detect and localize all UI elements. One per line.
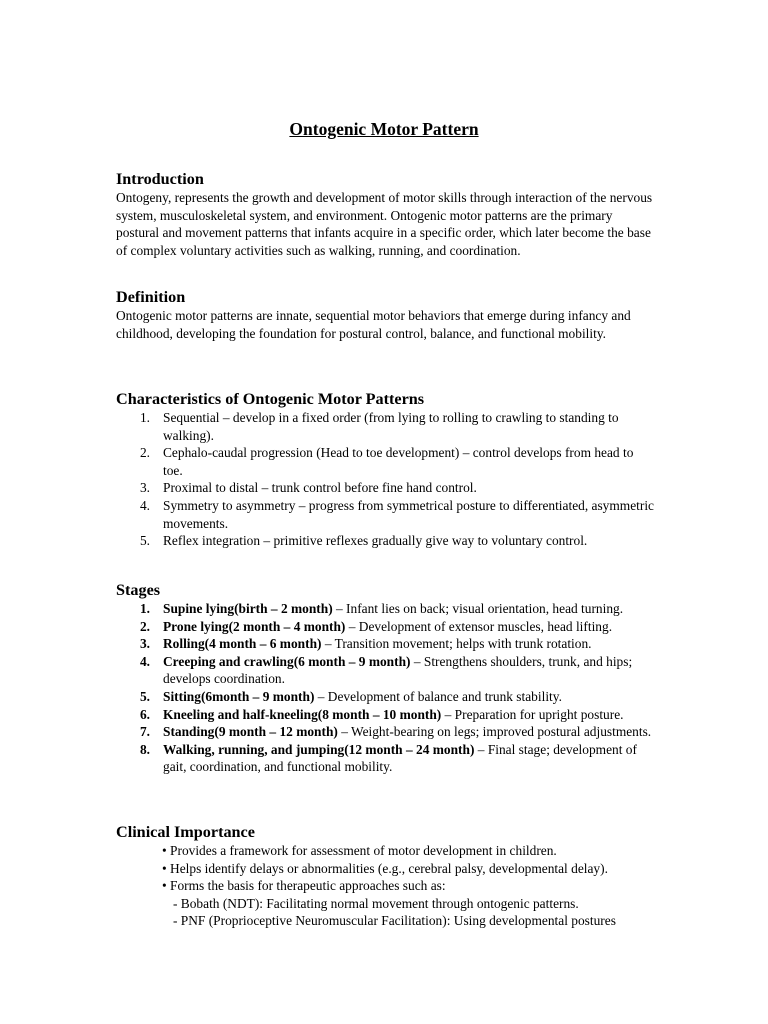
bullet-item: • Helps identify delays or abnormalities (e.g., cerebral palsy, developmental delay). xyxy=(162,860,608,876)
sub-item: - PNF (Proprioceptive Neuromuscular Facilitation): Using developmental postures xyxy=(173,913,616,929)
characteristics-section xyxy=(116,389,656,550)
introduction-heading: Introduction xyxy=(116,170,204,188)
bullet-item: • Forms the basis for therapeutic approaches such as: xyxy=(162,878,446,894)
stages-list xyxy=(116,600,656,776)
document-title: Ontogenic Motor Pattern xyxy=(289,119,479,139)
list-item: 1. Supine lying(birth – 2 month) – Infant lies on back; visual orientation, head turning. xyxy=(139,601,624,616)
clinical-importance-heading: Clinical Importance xyxy=(116,823,255,841)
stages-heading: Stages xyxy=(116,581,161,599)
characteristics-heading: Characteristics of Ontogenic Motor Patterns xyxy=(116,390,425,408)
list-item: 2. Cephalo-caudal progression (Head to toe development) – control develops from head to toe. xyxy=(139,445,634,478)
list-item: 3. Proximal to distal – trunk control before fine hand control. xyxy=(139,480,477,496)
list-item: 7. Standing(9 month – 12 month) – Weight-bearing on legs; improved postural adjustments. xyxy=(139,724,652,740)
definition-body: Ontogenic motor patterns are innate, sequential motor behaviors that emerge during infancy and childhood, developing the foundation for postural control, balance, and functional mobility. xyxy=(116,308,631,341)
bullet-item: • Provides a framework for assessment of motor development in children. xyxy=(162,843,557,858)
list-item: 5. Reflex integration – primitive reflexes gradually give way to voluntary control. xyxy=(139,533,588,549)
introduction-body: Ontogeny, represents the growth and development of motor skills through interaction of the nervous system, musculoskeletal system, and environment. Ontogenic motor patterns are the primary postural and movement patterns that infants acquire in a specific order, which later become the base of complex voluntary activities such as walking, running, and coordination. xyxy=(116,190,653,258)
sub-item: - Bobath (NDT): Facilitating normal movement through ontogenic patterns. xyxy=(173,895,579,911)
list-item: 5. Sitting(6month – 9 month) – Development of balance and trunk stability. xyxy=(139,688,562,704)
list-item: 1. Sequential – develop in a fixed order (from lying to rolling to crawling to standing to walking). xyxy=(139,410,619,443)
list-item: 4. Symmetry to asymmetry – progress from symmetrical posture to differentiated, asymmetric movements. xyxy=(139,497,654,531)
characteristics-list xyxy=(116,409,656,550)
list-item: 3. Rolling(4 month – 6 month) – Transition movement; helps with trunk rotation. xyxy=(139,636,592,652)
clinical-importance-section xyxy=(116,822,656,930)
list-item: 2. Prone lying(2 month – 4 month) – Development of extensor muscles, head lifting. xyxy=(139,618,613,634)
definition-heading: Definition xyxy=(116,288,186,306)
list-item: 4. Creeping and crawling(6 month – 9 month) – Strengthens shoulders, trunk, and hips; develops coordination. xyxy=(139,653,633,687)
definition-section xyxy=(116,287,656,342)
stages-section xyxy=(116,580,656,776)
list-item: 8. Walking, running, and jumping(12 month – 24 month) – Final stage; development of gait, coordination, and functional mobility. xyxy=(139,741,637,775)
list-item: 6. Kneeling and half-kneeling(8 month – 10 month) – Preparation for upright posture. xyxy=(139,706,624,722)
introduction-section xyxy=(116,169,656,259)
